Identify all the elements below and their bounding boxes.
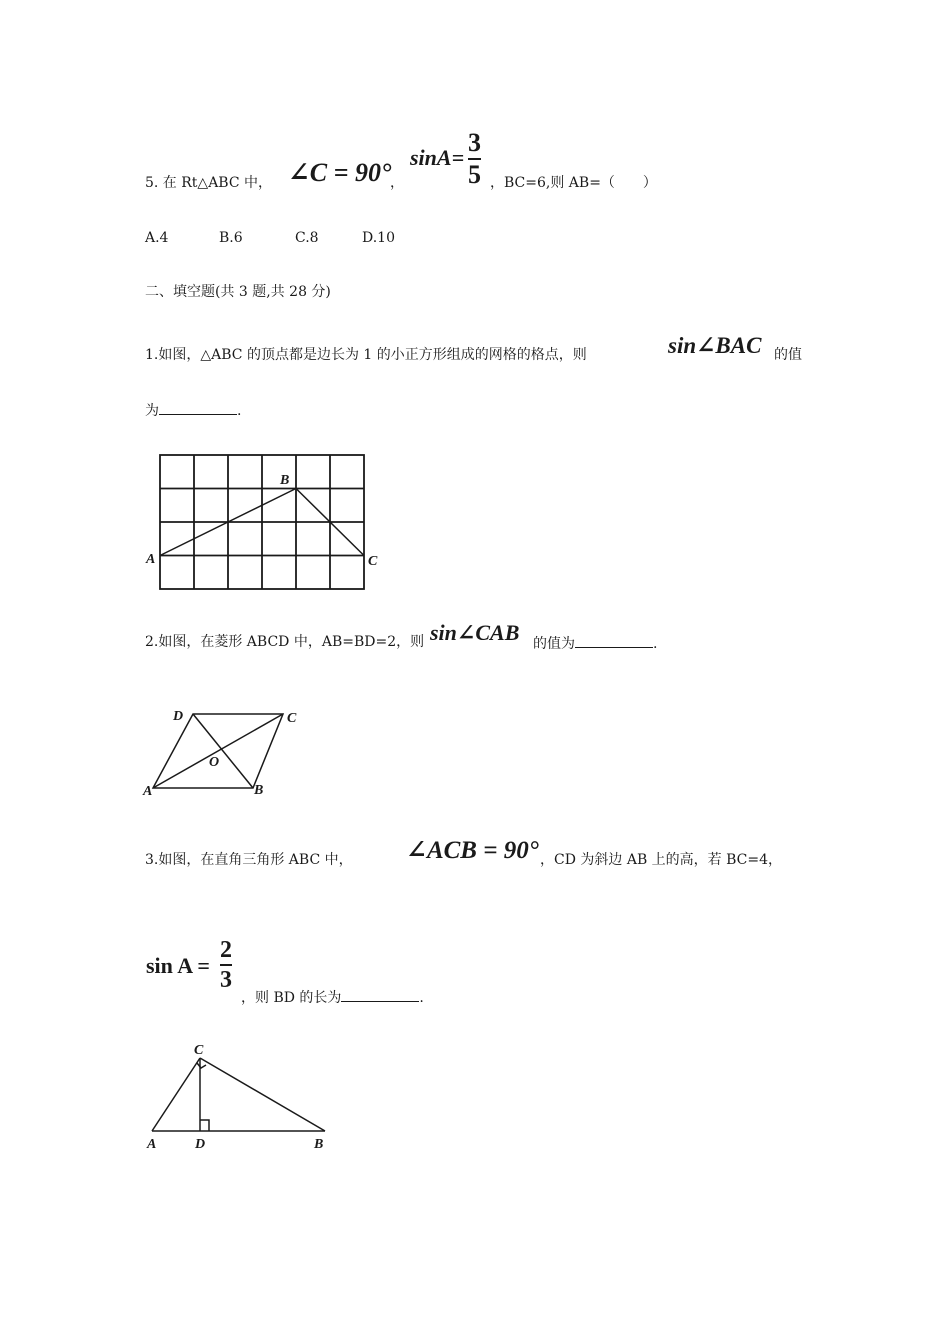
q5-frac-num: 3 [468, 128, 481, 157]
fq1-grid-figure [140, 448, 390, 598]
fq1-label-b: B [280, 473, 290, 488]
fq3-sin-label [146, 955, 210, 977]
fq1-answer-blank [159, 402, 237, 415]
q5-frac-den: 5 [468, 160, 481, 189]
fq3-frac-bar [220, 964, 232, 966]
fq3-frac-den: 3 [220, 967, 232, 993]
fq3-label-b: B [314, 1137, 324, 1152]
fq1-line2 [145, 402, 241, 418]
fq1-label-c: C [368, 554, 378, 569]
fq3-sin-text: sin A = [146, 953, 210, 978]
fq3-text-after: ，CD 为斜边 AB 上的高，若 BC=4， [540, 852, 783, 868]
right-angle-d [200, 1120, 209, 1131]
fq2-label-c: C [287, 711, 297, 726]
q5-fraction [468, 130, 481, 188]
side-ac [152, 1058, 200, 1131]
grid-lines [160, 455, 364, 589]
fq2-label-o: O [209, 755, 220, 770]
fq3-end: . [419, 990, 424, 1006]
fq3-text-before: 3.如图，在直角三角形 ABC 中， [145, 852, 353, 868]
fq3-answer-blank [341, 989, 419, 1002]
fq2-text-after-label: 的值为 [533, 636, 575, 652]
q5-suffix: ，BC=6,则 AB=（ ） [490, 175, 657, 191]
section-2-title: 二、填空题(共 3 题,共 28 分) [145, 284, 331, 300]
fq1-math: sin∠BAC [668, 333, 762, 358]
fq3-label-d: D [195, 1137, 206, 1152]
q5-option-a: A.4 [145, 230, 169, 246]
fq3-math: ∠ACB = 90° [406, 837, 539, 864]
fq2-text-after [533, 635, 657, 651]
fq2-label-b: B [254, 783, 264, 798]
q5-angle-math: ∠C = 90° [288, 158, 392, 187]
fq1-line2-prefix: 为 [145, 403, 159, 419]
fq1-label-a: A [146, 552, 156, 567]
fq3-fraction [220, 938, 232, 992]
fq3-triangle-figure [140, 1038, 340, 1153]
fq3-line2 [241, 989, 424, 1005]
fq2-end: . [653, 636, 658, 652]
q5-option-d: D.10 [362, 230, 395, 246]
q5-comma: ， [390, 175, 404, 191]
q5-option-b: B.6 [219, 230, 243, 246]
fq2-answer-blank [575, 635, 653, 648]
q5-sin-label: sinA= [410, 145, 465, 170]
q5-option-c: C.8 [295, 230, 319, 246]
fq3-frac-num: 2 [220, 937, 232, 963]
diagonal-bd [193, 714, 253, 788]
fq3-label-c: C [194, 1043, 204, 1058]
fq1-line2-suffix: . [237, 403, 242, 419]
fq1-text-before: 1.如图，△ABC 的顶点都是边长为 1 的小正方形组成的网格的格点，则 [145, 347, 587, 363]
fq2-math: sin∠CAB [430, 620, 520, 645]
fq1-text-after: 的值 [774, 347, 802, 363]
side-bc [200, 1058, 325, 1131]
fq3-label-a: A [147, 1137, 157, 1152]
fq2-label-d: D [173, 709, 184, 724]
q5-prefix: 5. 在 Rt△ABC 中， [145, 175, 273, 191]
fq2-text-before: 2.如图，在菱形 ABCD 中，AB=BD=2，则 [145, 634, 425, 650]
fq2-label-a: A [143, 784, 153, 799]
fq3-line2-suffix: ，则 BD 的长为 [241, 990, 342, 1006]
right-angle-c [197, 1063, 206, 1068]
fq2-rhombus-figure [140, 700, 320, 800]
